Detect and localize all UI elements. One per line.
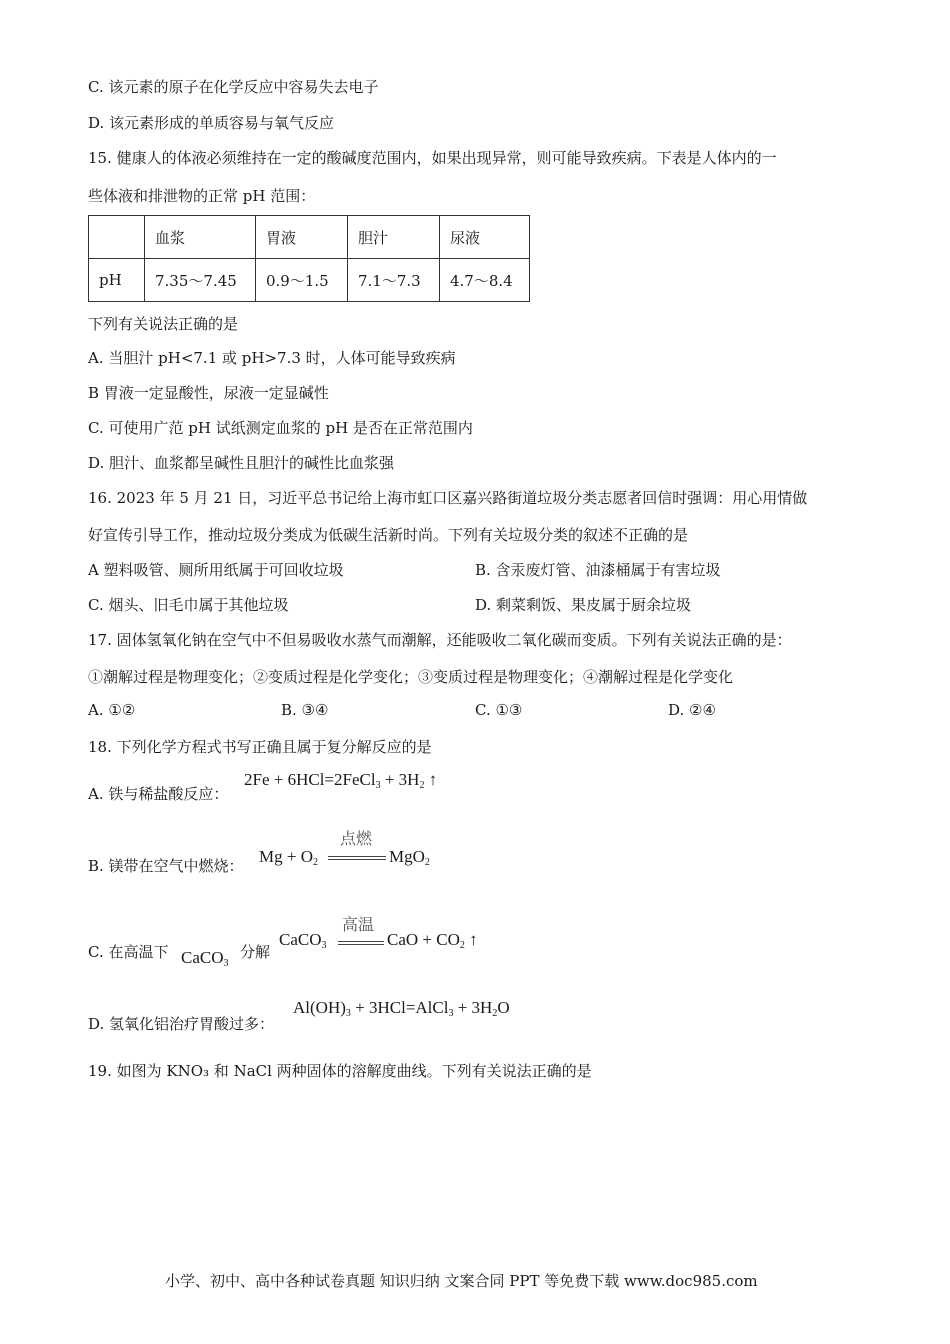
q18-option-a-label: A. 铁与稀盐酸反应： bbox=[88, 785, 229, 803]
table-header-cell: 尿液 bbox=[440, 216, 530, 259]
q14-option-d: D. 该元素形成的单质容易与氧气反应 bbox=[88, 114, 335, 132]
q18-equation-b-right: MgO$_2$ bbox=[389, 847, 430, 868]
equals-sign bbox=[338, 941, 384, 945]
q15-option-a: A. 当胆汁 pH<7.1 或 pH>7.3 时，人体可能导致疾病 bbox=[88, 349, 456, 367]
q18-equation-c-left: CaCO$_3$ bbox=[279, 930, 327, 951]
q18-caco3-formula: CaCO$_3$ bbox=[181, 948, 229, 969]
table-cell: 4.7～8.4 bbox=[440, 259, 530, 302]
q14-option-c: C. 该元素的原子在化学反应中容易失去电子 bbox=[88, 78, 379, 96]
equals-sign bbox=[328, 856, 386, 860]
table-row bbox=[89, 259, 530, 302]
q16-option-c: C. 烟头、旧毛巾属于其他垃圾 bbox=[88, 596, 289, 614]
q19-stem: 19. 如图为 KNO₃ 和 NaCl 两种固体的溶解度曲线。下列有关说法正确的是 bbox=[88, 1062, 592, 1080]
q18-equation-c-right: CaO + $CO_2$ ↑ bbox=[387, 930, 478, 951]
q15-option-b: B 胃液一定显酸性，尿液一定显碱性 bbox=[88, 384, 329, 402]
q16-stem-line1: 16. 2023 年 5 月 21 日，习近平总书记给上海市虹口区嘉兴路街道垃圾分类志愿者回信时强调：用心用情做 bbox=[88, 489, 808, 507]
q18-option-d-label: D. 氢氧化铝治疗胃酸过多： bbox=[88, 1015, 275, 1033]
q15-option-d: D. 胆汁、血浆都呈碱性且胆汁的碱性比血浆强 bbox=[88, 454, 395, 472]
q17-stem-line2: ①潮解过程是物理变化；②变质过程是化学变化；③变质过程是物理变化；④潮解过程是化学变化 bbox=[88, 668, 734, 686]
q15-option-c: C. 可使用广范 pH 试纸测定血浆的 pH 是否在正常范围内 bbox=[88, 419, 473, 437]
table-header-cell: 胃液 bbox=[256, 216, 348, 259]
table-header-row bbox=[89, 216, 530, 259]
table-header-cell: 血浆 bbox=[145, 216, 256, 259]
q15-ask: 下列有关说法正确的是 bbox=[88, 315, 239, 333]
table-header-cell: 胆汁 bbox=[348, 216, 440, 259]
q16-stem-line2: 好宣传引导工作，推动垃圾分类成为低碳生活新时尚。下列有关垃圾分类的叙述不正确的是 bbox=[88, 526, 689, 544]
q15-stem-line1: 15. 健康人的体液必须维持在一定的酸碱度范围内，如果出现异常，则可能导致疾病。下表是人体内的一 bbox=[88, 149, 777, 167]
table-cell: 7.1～7.3 bbox=[348, 259, 440, 302]
q17-option-b: B. ③④ bbox=[281, 701, 329, 719]
q17-option-d: D. ②④ bbox=[668, 701, 716, 719]
q16-option-d: D. 剩菜剩饭、果皮属于厨余垃圾 bbox=[475, 596, 692, 614]
q18-condition-c: 高温 bbox=[342, 915, 375, 934]
q17-stem-line1: 17. 固体氢氧化钠在空气中不但易吸收水蒸气而潮解，还能吸收二氧化碳而变质。下列有关说法正确的是： bbox=[88, 631, 792, 649]
q17-option-a: A. ①② bbox=[88, 701, 136, 719]
q18-condition-b: 点燃 bbox=[340, 829, 373, 848]
page-footer: 小学、初中、高中各种试卷真题 知识归纳 文案合同 PPT 等免费下载 www.doc985.com bbox=[165, 1272, 758, 1290]
table-row-label: pH bbox=[89, 259, 145, 302]
q16-option-b: B. 含汞废灯管、油漆桶属于有害垃圾 bbox=[475, 561, 721, 579]
table-header-cell bbox=[89, 216, 145, 259]
ph-table bbox=[88, 215, 530, 302]
q18-option-c-label-post: 分解 bbox=[240, 943, 271, 961]
q15-stem-line2: 些体液和排泄物的正常 pH 范围： bbox=[88, 187, 316, 205]
table-cell: 0.9～1.5 bbox=[256, 259, 348, 302]
q18-equation-a: 2Fe + 6HCl=2FeCl$_3$ + $3H_2$ ↑ bbox=[244, 770, 438, 791]
q17-option-c: C. ①③ bbox=[475, 701, 523, 719]
q18-option-b-label: B. 镁带在空气中燃烧： bbox=[88, 857, 244, 875]
table-cell: 7.35～7.45 bbox=[145, 259, 256, 302]
q18-stem: 18. 下列化学方程式书写正确且属于复分解反应的是 bbox=[88, 738, 432, 756]
q18-option-c-label-pre: C. 在高温下 bbox=[88, 943, 169, 961]
q18-equation-b-left: $Mg + O_2$ bbox=[259, 847, 318, 868]
q16-option-a: A 塑料吸管、厕所用纸属于可回收垃圾 bbox=[88, 561, 344, 579]
q18-equation-d: $Al(OH)_3$ + 3HCl=AlCl$_3$ + $3H_2O$ bbox=[293, 998, 510, 1019]
